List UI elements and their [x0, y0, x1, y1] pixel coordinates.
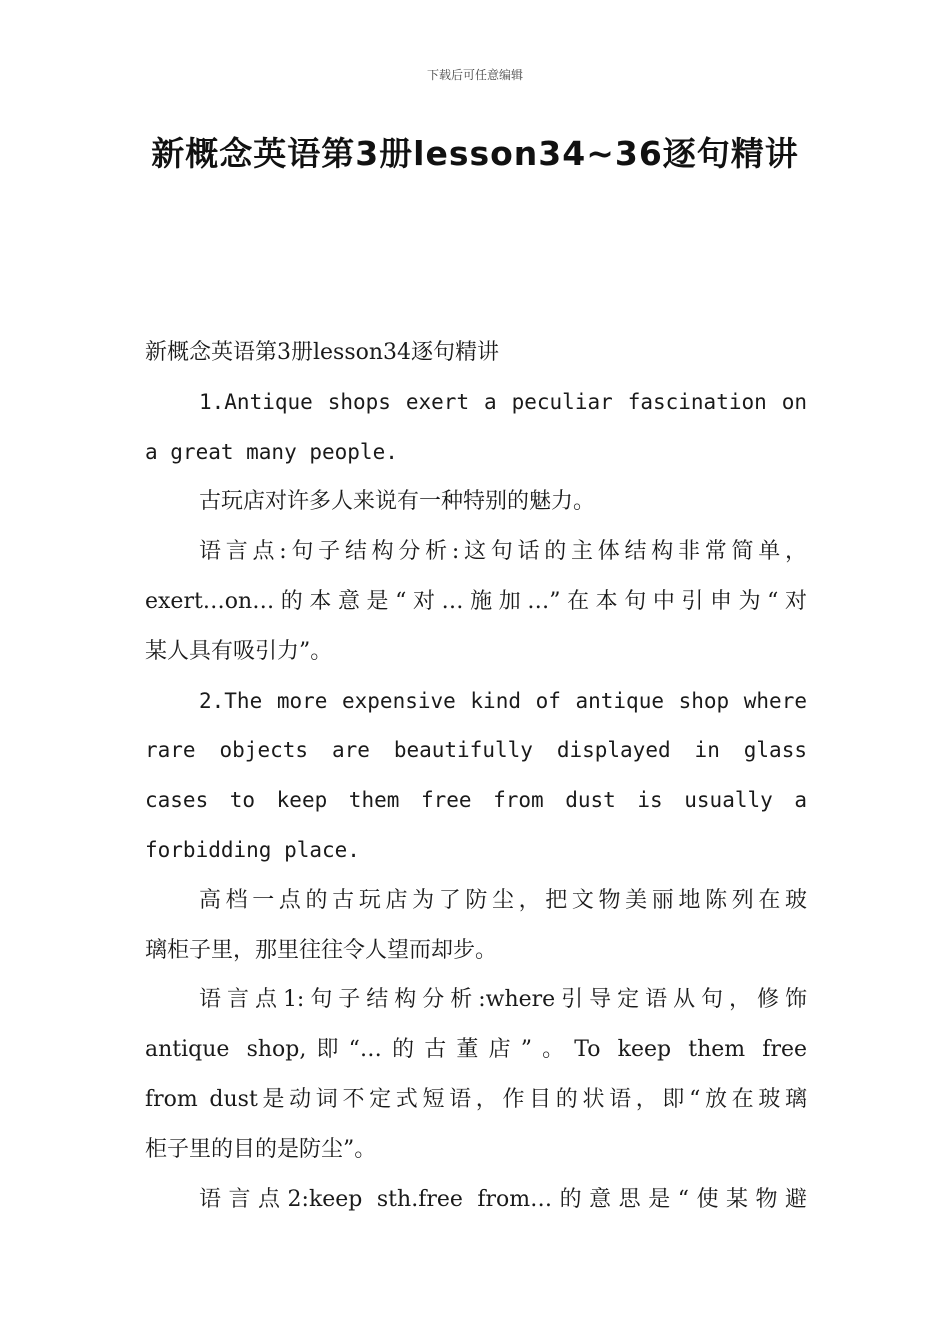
text-line: forbidding place. — [145, 837, 360, 862]
text-line: a great many people. — [145, 439, 398, 464]
document-body — [145, 328, 807, 1224]
text-line: 语言点:句子结构分析:这句话的主体结构非常简单， — [199, 539, 807, 565]
document-title: 新概念英语第3册lesson34~36逐句精讲 — [151, 134, 799, 173]
header-note: 下载后可任意编辑 — [426, 68, 523, 82]
text-line: 古玩店对许多人来说有一种特别的魅力。 — [199, 489, 596, 515]
text-line: 璃柜子里，那里往往令人望而却步。 — [145, 937, 498, 963]
text-line: 新概念英语第3册lesson34逐句精讲 — [145, 340, 500, 365]
text-line: 高档一点的古玩店为了防尘，把文物美丽地陈列在玻 — [199, 887, 807, 913]
text-line: cases to keep them free from dust is usually a — [145, 788, 807, 813]
text-line: 2.The more expensive kind of antique shop where — [199, 688, 807, 713]
text-line: rare objects are beautifully displayed in glass — [145, 738, 807, 763]
text-line: exert…on…的本意是“对…施加…”在本句中引申为“对 — [145, 588, 807, 614]
text-line: antique shop,即“…的古董店”。To keep them free — [145, 1037, 807, 1063]
text-line: 语言点2:keep sth.free from…的意思是“使某物避 — [199, 1186, 807, 1212]
text-line: 某人具有吸引力”。 — [145, 638, 333, 664]
text-line: 柜子里的目的是防尘”。 — [145, 1136, 377, 1162]
text-line: from dust是动词不定式短语，作目的状语，即“放在玻璃 — [145, 1086, 807, 1112]
text-line: 1.Antique shops exert a peculiar fascination on — [199, 389, 807, 414]
text-line: 语言点1:句子结构分析:where引导定语从句，修饰 — [199, 987, 807, 1013]
